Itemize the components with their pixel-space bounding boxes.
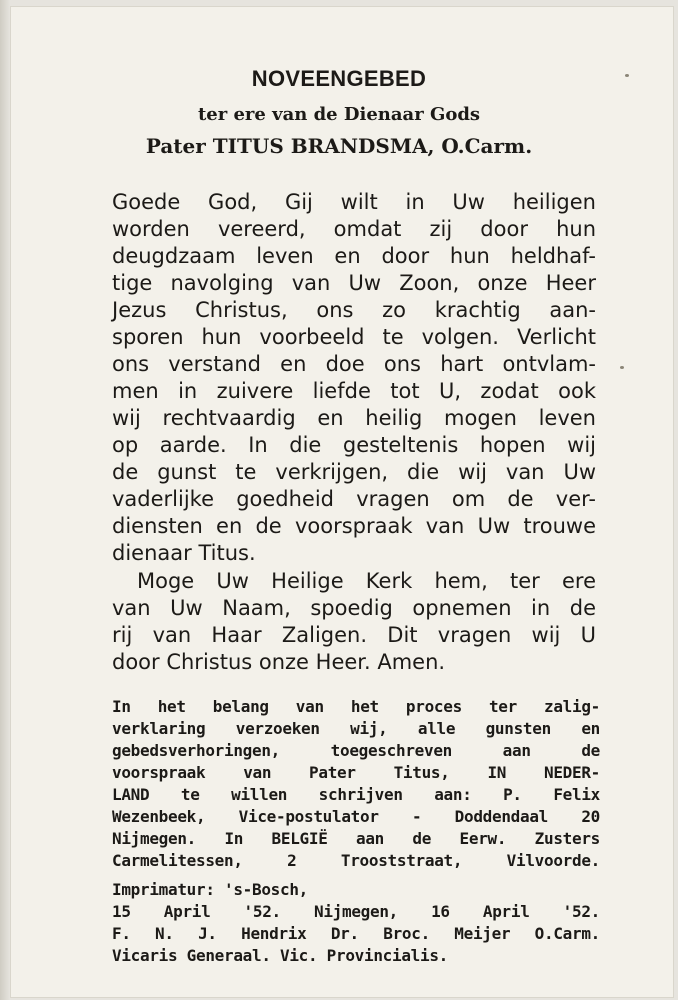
prayer-line: wij rechtvaardig en heilig mogen leven [112, 406, 596, 430]
prayer-line: Jezus Christus, ons zo krachtig aan- [112, 298, 596, 322]
notice-line: Wezenbeek, Vice-postulator - Doddendaal 20 [112, 807, 600, 826]
prayer-line: op aarde. In die gesteltenis hopen wij [112, 433, 596, 457]
card-subtitle: ter ere van de Dienaar Gods [197, 104, 481, 125]
prayer-line: Goede God, Gij wilt in Uw heiligen [112, 190, 596, 214]
notice-line: LAND te willen schrijven aan: P. Felix [112, 785, 600, 804]
imprimatur-line: F. N. J. Hendrix Dr. Broc. Meijer O.Carm. [112, 924, 600, 943]
prayer-line: dienaar Titus. [112, 541, 256, 565]
prayer-line: tige navolging van Uw Zoon, onze Heer [112, 271, 596, 295]
prayer-line: diensten en de voorspraak van Uw trouwe [112, 514, 596, 538]
prayer-line: men in zuivere liefde tot U, zodat ook [112, 379, 596, 403]
paper-speck [625, 74, 629, 77]
notice-line: Carmelitessen, 2 Trooststraat, Vilvoorde. [112, 851, 600, 870]
prayer-line: Moge Uw Heilige Kerk hem, ter ere [137, 569, 596, 593]
prayer-line: de gunst te verkrijgen, die wij van Uw [112, 460, 596, 484]
prayer-line: ons verstand en doe ons hart ontvlam- [112, 352, 596, 376]
prayer-line: door Christus onze Heer. Amen. [112, 650, 446, 674]
notice-line: Nijmegen. In BELGIË aan de Eerw. Zusters [112, 829, 600, 848]
imprimatur-line: Imprimatur: 's-Bosch, [112, 880, 308, 899]
imprimatur-line: Vicaris Generaal. Vic. Provincialis. [112, 946, 448, 965]
notice-line: gebedsverhoringen, toegeschreven aan de [112, 741, 600, 760]
prayer-line: van Uw Naam, spoedig opnemen in de [112, 596, 596, 620]
prayer-line: vaderlijke goedheid vragen om de ver- [112, 487, 596, 511]
card-title: NOVEENGEBED [251, 66, 427, 91]
prayer-line: rij van Haar Zaligen. Dit vragen wij U [112, 623, 596, 647]
prayer-line: worden vereerd, omdat zij door hun [112, 217, 596, 241]
notice-line: voorspraak van Pater Titus, IN NEDER- [112, 763, 600, 782]
prayer-line: sporen hun voorbeeld te volgen. Verlicht [112, 325, 596, 349]
card-name-line: Pater TITUS BRANDSMA, O.Carm. [145, 134, 533, 158]
imprimatur-line: 15 April '52. Nijmegen, 16 April '52. [112, 902, 600, 921]
notice-line: verklaring verzoeken wij, alle gunsten en [112, 719, 600, 738]
paper-speck [620, 366, 624, 369]
notice-line: In het belang van het proces ter zalig- [112, 697, 600, 716]
prayer-line: deugdzaam leven en door hun heldhaf- [112, 244, 596, 268]
